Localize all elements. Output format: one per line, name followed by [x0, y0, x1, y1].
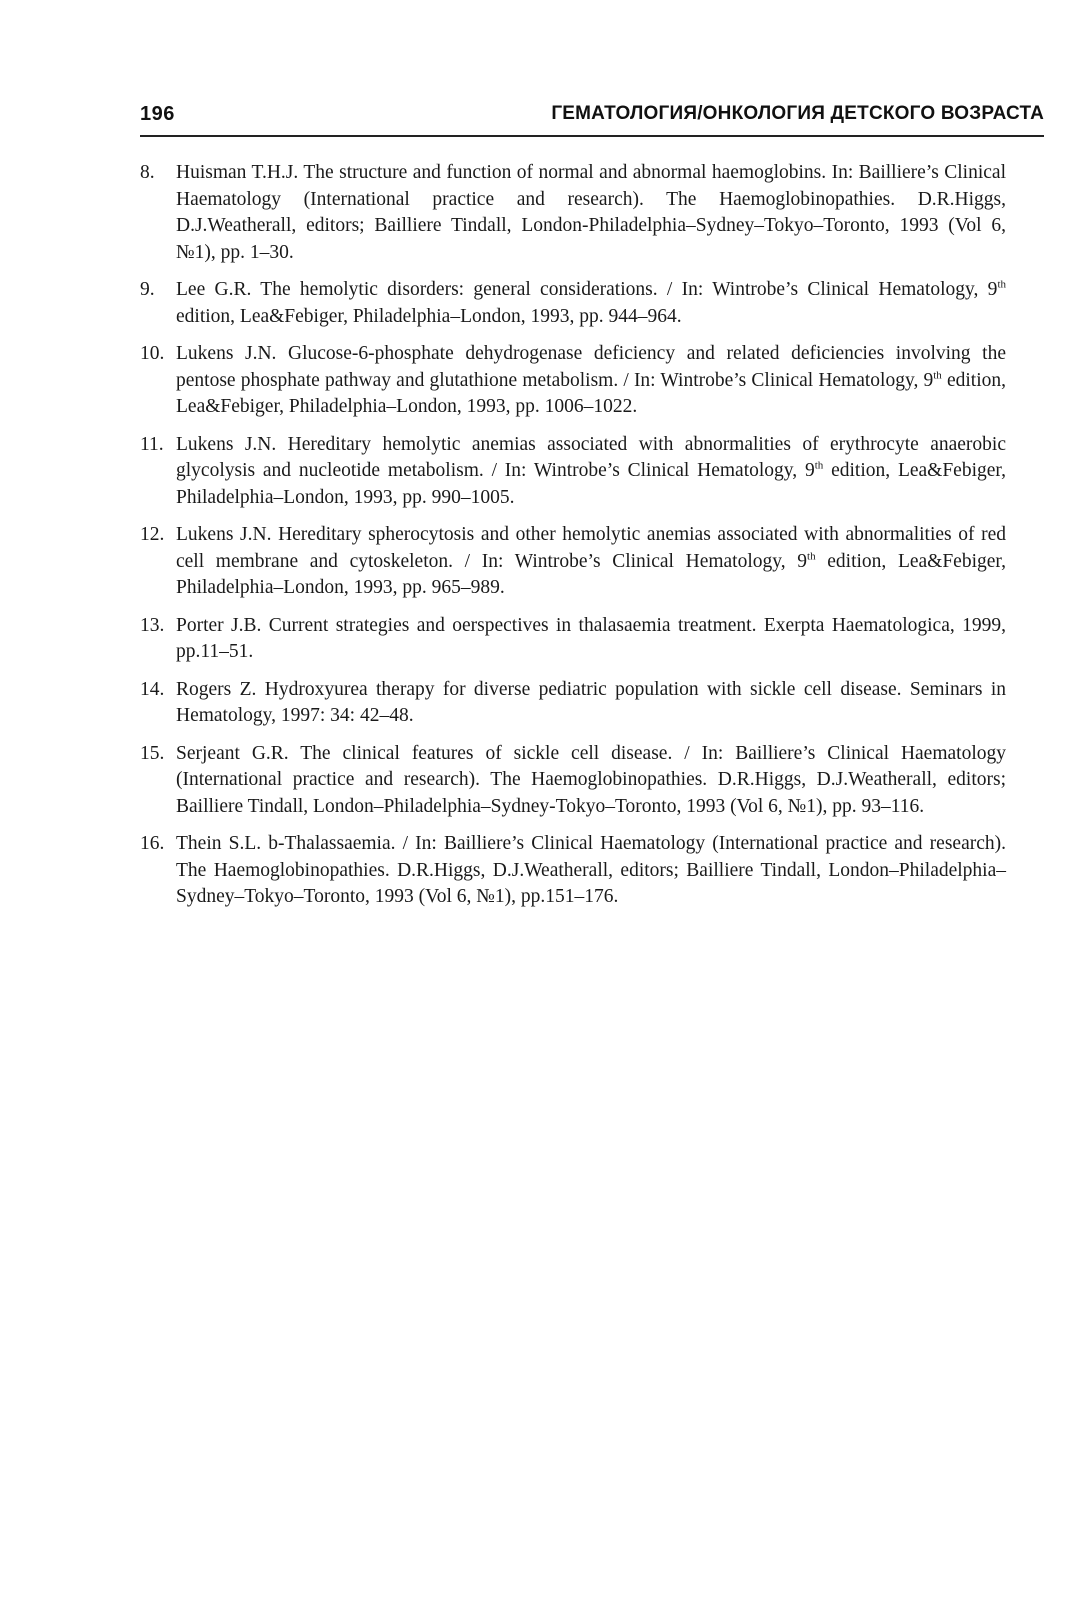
reference-number: 14. [140, 678, 165, 700]
running-header-title: ГЕМАТОЛОГИЯ/ОНКОЛОГИЯ ДЕТСКОГО ВОЗРАСТА [551, 103, 1044, 124]
reference-text: Thein S.L. b-Thalassaemia. / In: Bailliere’s Clinical Haematology (International practice and research). The Haemoglobinopathies. D.R.Higgs, D.J.Weatherall, editors; Bailliere Tindall, London–Philadelphia–Sydney–Tokyo–Toronto, 1993 (Vol 6, №1), pp.151–176. [176, 833, 1006, 907]
superscript-ordinal: th [807, 550, 816, 562]
reference-number: 12. [140, 524, 165, 545]
reference-item [140, 741, 1006, 821]
reference-number: 8. [140, 162, 155, 183]
reference-item [140, 831, 1006, 911]
reference-text [176, 279, 1006, 327]
page-number: 196 [140, 103, 175, 125]
reference-item [140, 341, 1006, 421]
running-header [140, 101, 1044, 135]
reference-text-part: Lee G.R. The hemolytic disorders: general considerations. / In: Wintrobe’s Clinical Hematology, 9 [176, 279, 998, 300]
reference-text: Serjeant G.R. The clinical features of sickle cell disease. / In: Bailliere’s Clinical Haematology (International practice and research). The Haemoglobinopathies. D.R.Higgs, D.J.Weatherall, editors; Bailliere Tindall, London–Philadelphia–Sydney-Tokyo–Toronto, 1993 (Vol 6, №1), pp. 93–116. [176, 742, 1006, 817]
reference-item [140, 160, 1006, 266]
reference-text [176, 343, 1006, 417]
reference-item [140, 522, 1006, 602]
superscript-ordinal: th [933, 369, 942, 381]
reference-number: 13. [140, 614, 165, 636]
superscript-ordinal: th [997, 278, 1006, 291]
reference-list [140, 160, 1006, 922]
reference-text-part: Lukens J.N. Glucose-6-phosphate dehydrogenase deficiency and related deficiencies involving the pentose phosphate pathway and glutathione metabolism. / In: Wintrobe’s Clinical Hematology, 9 [176, 343, 1006, 391]
reference-item [140, 613, 1006, 666]
reference-number: 15. [140, 742, 165, 764]
reference-text [176, 434, 1006, 508]
reference-text-part: Lukens J.N. Hereditary hemolytic anemias associated with abnormalities of erythrocyte anaerobic glycolysis and nucleotide metabolism. / In: Wintrobe’s Clinical Hematology, 9 [176, 433, 1006, 481]
reference-item [140, 432, 1006, 512]
reference-text-part: edition, Lea&Febiger, Philadelphia–London, 1993, pp. 990–1005. [176, 460, 1006, 508]
superscript-ordinal: th [814, 459, 824, 472]
reference-number: 9. [140, 279, 155, 300]
reference-number: 10. [140, 343, 165, 364]
reference-number: 16. [140, 833, 165, 854]
reference-text: Rogers Z. Hydroxyurea therapy for diverse pediatric population with sickle cell disease. Seminars in Hematology, 1997: 34: 42–48. [176, 678, 1006, 726]
reference-text-part: edition, Lea&Febiger, Philadelphia–London, 1993, pp. 1006–1022. [176, 369, 1006, 417]
reference-text [176, 524, 1006, 598]
header-rule [140, 135, 1044, 137]
reference-text-part: Lukens J.N. Hereditary spherocytosis and other hemolytic anemias associated with abnormalities of red cell membrane and cytoskeleton. / In: Wintrobe’s Clinical Hematology, 9 [176, 524, 1006, 572]
reference-item [140, 277, 1006, 330]
reference-item [140, 677, 1006, 730]
reference-number: 11. [140, 433, 164, 455]
reference-text: Porter J.B. Current strategies and oerspectives in thalasaemia treatment. Exerpta Haematologica, 1999, pp.11–51. [176, 614, 1006, 662]
reference-text-part: edition, Lea&Febiger, Philadelphia–London, 1993, pp. 944–964. [176, 305, 682, 327]
reference-text-part: edition, Lea&Febiger, Philadelphia–London, 1993, pp. 965–989. [176, 550, 1006, 598]
reference-text: Huisman T.H.J. The structure and function of normal and abnormal haemoglobins. In: Bailliere’s Clinical Haematology (International practice and research). The Haemoglobinopathies. D.R.Higgs, D.J.Weatherall, editors; Bailliere Tindall, London-Philadelphia–Sydney–Tokyo–Toronto, 1993 (Vol 6, №1), pp. 1–30. [176, 162, 1006, 263]
